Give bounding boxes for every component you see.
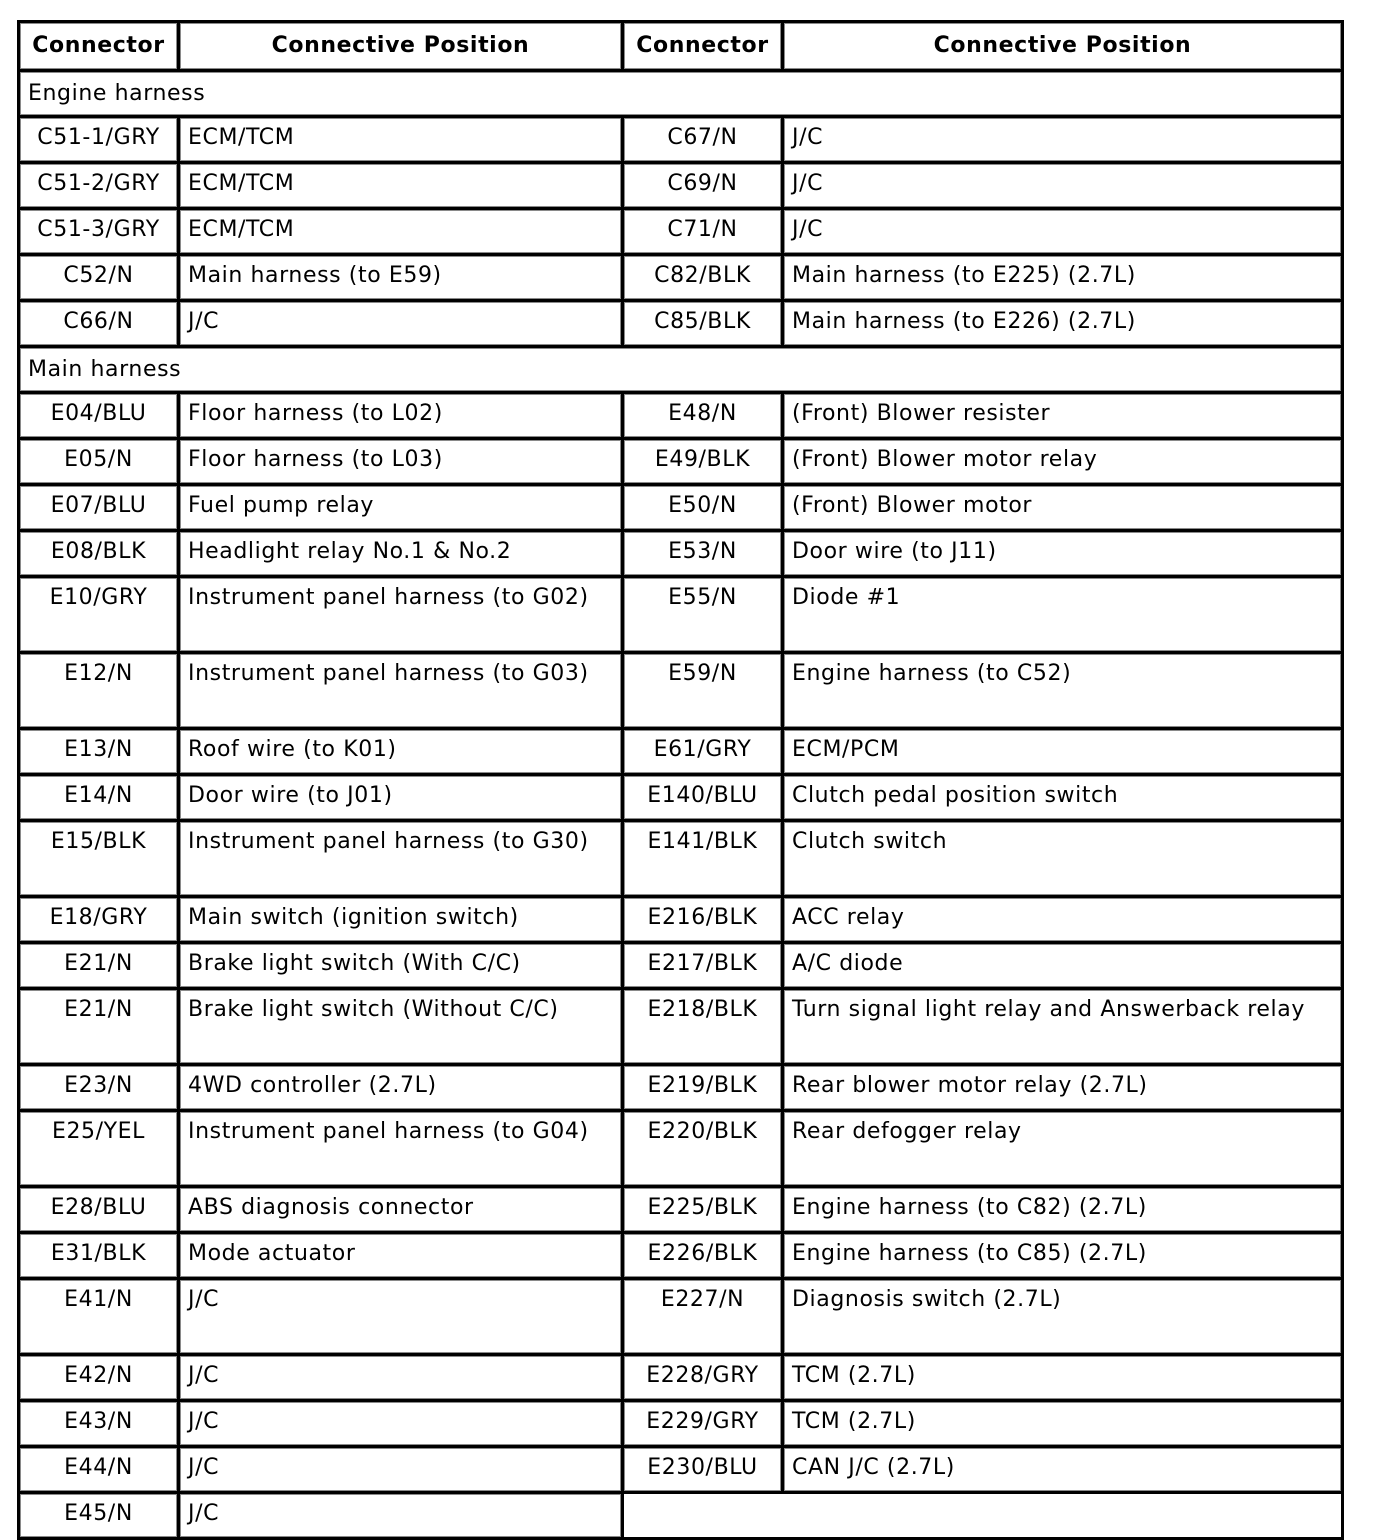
connector-header: Connector	[623, 22, 783, 71]
table-row	[19, 1355, 1343, 1401]
connector-cell: E219/BLK	[623, 1065, 783, 1111]
table-row	[19, 775, 1343, 821]
connector-cell: C52/N	[19, 255, 179, 301]
position-cell: CAN J/C (2.7L)	[783, 1447, 1343, 1493]
position-cell: Engine harness (to C82) (2.7L)	[783, 1187, 1343, 1233]
position-cell: Engine harness (to C52)	[783, 653, 1343, 729]
table-row	[19, 531, 1343, 577]
position-cell: Instrument panel harness (to G03)	[179, 653, 623, 729]
table-row	[19, 1401, 1343, 1447]
position-cell: ECM/PCM	[783, 729, 1343, 775]
connector-cell: E53/N	[623, 531, 783, 577]
connector-cell: E12/N	[19, 653, 179, 729]
connector-cell: E229/GRY	[623, 1401, 783, 1447]
connector-cell: C51-3/GRY	[19, 209, 179, 255]
table-row	[19, 1065, 1343, 1111]
section-title: Main harness	[19, 347, 1343, 393]
position-cell: ECM/TCM	[179, 163, 623, 209]
position-cell: Instrument panel harness (to G04)	[179, 1111, 623, 1187]
connector-cell: C51-2/GRY	[19, 163, 179, 209]
position-header: Connective Position	[179, 22, 623, 71]
connector-table	[17, 20, 1344, 1540]
position-cell: ECM/TCM	[179, 209, 623, 255]
position-cell: (Front) Blower motor	[783, 485, 1343, 531]
connector-cell: E59/N	[623, 653, 783, 729]
connector-cell: E49/BLK	[623, 439, 783, 485]
connector-cell: C69/N	[623, 163, 783, 209]
position-cell: Floor harness (to L02)	[179, 393, 623, 439]
connector-cell: E45/N	[19, 1493, 179, 1539]
position-cell: Brake light switch (With C/C)	[179, 943, 623, 989]
connector-cell: E225/BLK	[623, 1187, 783, 1233]
table-row	[19, 1493, 1343, 1539]
connector-cell: E18/GRY	[19, 897, 179, 943]
position-cell: Door wire (to J01)	[179, 775, 623, 821]
connector-cell: E61/GRY	[623, 729, 783, 775]
position-header: Connective Position	[783, 22, 1343, 71]
connector-cell: E140/BLU	[623, 775, 783, 821]
position-cell: Fuel pump relay	[179, 485, 623, 531]
position-cell: Instrument panel harness (to G30)	[179, 821, 623, 897]
connector-cell: C67/N	[623, 117, 783, 163]
table-row	[19, 1233, 1343, 1279]
connector-cell: E226/BLK	[623, 1233, 783, 1279]
position-cell: ABS diagnosis connector	[179, 1187, 623, 1233]
connector-cell: E14/N	[19, 775, 179, 821]
table-row	[19, 485, 1343, 531]
position-cell: (Front) Blower motor relay	[783, 439, 1343, 485]
position-cell: Diode #1	[783, 577, 1343, 653]
position-cell: A/C diode	[783, 943, 1343, 989]
connector-cell: E228/GRY	[623, 1355, 783, 1401]
connector-cell: E48/N	[623, 393, 783, 439]
position-cell: J/C	[783, 209, 1343, 255]
position-cell: Engine harness (to C85) (2.7L)	[783, 1233, 1343, 1279]
connector-cell: E218/BLK	[623, 989, 783, 1065]
connector-cell: E23/N	[19, 1065, 179, 1111]
table-row	[19, 301, 1343, 347]
position-cell: Main harness (to E225) (2.7L)	[783, 255, 1343, 301]
position-cell: J/C	[179, 301, 623, 347]
connector-cell: E41/N	[19, 1279, 179, 1355]
table-row	[19, 577, 1343, 653]
position-cell: TCM (2.7L)	[783, 1355, 1343, 1401]
connector-cell: E05/N	[19, 439, 179, 485]
connector-cell: E31/BLK	[19, 1233, 179, 1279]
position-cell: Instrument panel harness (to G02)	[179, 577, 623, 653]
table-row	[19, 653, 1343, 729]
connector-cell: E220/BLK	[623, 1111, 783, 1187]
table-body	[19, 71, 1343, 1539]
connector-cell: E217/BLK	[623, 943, 783, 989]
connector-cell: E15/BLK	[19, 821, 179, 897]
connector-cell: E227/N	[623, 1279, 783, 1355]
connector-cell: E10/GRY	[19, 577, 179, 653]
table-row	[19, 255, 1343, 301]
table-row	[19, 989, 1343, 1065]
table-row	[19, 943, 1343, 989]
connector-cell: E230/BLU	[623, 1447, 783, 1493]
position-cell: Turn signal light relay and Answerback relay	[783, 989, 1343, 1065]
empty-cell	[623, 1493, 1343, 1539]
position-cell: Brake light switch (Without C/C)	[179, 989, 623, 1065]
connector-cell: E21/N	[19, 989, 179, 1065]
connector-cell: E28/BLU	[19, 1187, 179, 1233]
position-cell: (Front) Blower resister	[783, 393, 1343, 439]
table-row	[19, 897, 1343, 943]
connector-cell: C82/BLK	[623, 255, 783, 301]
connector-cell: E44/N	[19, 1447, 179, 1493]
position-cell: Main harness (to E226) (2.7L)	[783, 301, 1343, 347]
position-cell: J/C	[179, 1279, 623, 1355]
connector-cell: E13/N	[19, 729, 179, 775]
position-cell: J/C	[179, 1493, 623, 1539]
connector-cell: E55/N	[623, 577, 783, 653]
connector-cell: C66/N	[19, 301, 179, 347]
connector-cell: E42/N	[19, 1355, 179, 1401]
position-cell: J/C	[179, 1447, 623, 1493]
position-cell: Door wire (to J11)	[783, 531, 1343, 577]
position-cell: TCM (2.7L)	[783, 1401, 1343, 1447]
position-cell: 4WD controller (2.7L)	[179, 1065, 623, 1111]
table-row	[19, 393, 1343, 439]
connector-cell: C85/BLK	[623, 301, 783, 347]
table-row	[19, 1187, 1343, 1233]
position-cell: Clutch pedal position switch	[783, 775, 1343, 821]
table-row	[19, 163, 1343, 209]
connector-cell: C51-1/GRY	[19, 117, 179, 163]
connector-cell: E07/BLU	[19, 485, 179, 531]
table-row	[19, 729, 1343, 775]
table-row	[19, 209, 1343, 255]
position-cell: Clutch switch	[783, 821, 1343, 897]
position-cell: ACC relay	[783, 897, 1343, 943]
position-cell: Mode actuator	[179, 1233, 623, 1279]
table-row	[19, 439, 1343, 485]
table-row	[19, 1447, 1343, 1493]
connector-cell: E141/BLK	[623, 821, 783, 897]
section-row	[19, 71, 1343, 117]
position-cell: Headlight relay No.1 & No.2	[179, 531, 623, 577]
connector-cell: E21/N	[19, 943, 179, 989]
connector-cell: E08/BLK	[19, 531, 179, 577]
position-cell: Diagnosis switch (2.7L)	[783, 1279, 1343, 1355]
position-cell: Main switch (ignition switch)	[179, 897, 623, 943]
connector-cell: C71/N	[623, 209, 783, 255]
position-cell: Roof wire (to K01)	[179, 729, 623, 775]
position-cell: ECM/TCM	[179, 117, 623, 163]
section-title: Engine harness	[19, 71, 1343, 117]
position-cell: J/C	[783, 163, 1343, 209]
table-row	[19, 1111, 1343, 1187]
position-cell: J/C	[783, 117, 1343, 163]
position-cell: J/C	[179, 1355, 623, 1401]
section-row	[19, 347, 1343, 393]
connector-cell: E50/N	[623, 485, 783, 531]
position-cell: Main harness (to E59)	[179, 255, 623, 301]
table-row	[19, 117, 1343, 163]
connector-cell: E04/BLU	[19, 393, 179, 439]
header-row	[19, 22, 1343, 71]
table-row	[19, 1279, 1343, 1355]
table-row	[19, 821, 1343, 897]
connector-header: Connector	[19, 22, 179, 71]
connector-cell: E43/N	[19, 1401, 179, 1447]
position-cell: Rear blower motor relay (2.7L)	[783, 1065, 1343, 1111]
position-cell: J/C	[179, 1401, 623, 1447]
position-cell: Rear defogger relay	[783, 1111, 1343, 1187]
connector-cell: E216/BLK	[623, 897, 783, 943]
position-cell: Floor harness (to L03)	[179, 439, 623, 485]
connector-cell: E25/YEL	[19, 1111, 179, 1187]
